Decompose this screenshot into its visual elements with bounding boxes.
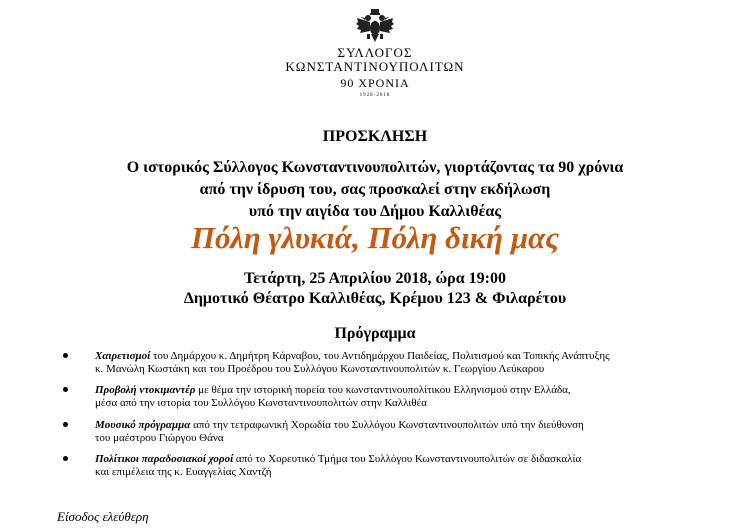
program-item-text: του Δημάρχου κ. Δημήτρη Κάρναβου, του Αντιδημάρχου Παιδείας, Πολιτισμού και Τοπικής Ανάπτυξης (150, 350, 610, 362)
program-item-text: κ. Μανώλη Κωστάκη και του Προέδρου του Συλλόγου Κωνσταντινουπολιτών κ. Γεωργίου Λεύκαρου (95, 363, 545, 375)
intro-line-2: από την ίδρυση του, σας προσκαλεί στην εκδήλωση (199, 181, 551, 198)
program-item (63, 384, 743, 410)
program-item (63, 350, 743, 376)
association-logo (270, 8, 480, 104)
invitation-title: ΠΡΟΣΚΛΗΣΗ (322, 128, 428, 145)
bullet-icon (63, 387, 68, 392)
logo-line-name: ΚΩΝΣΤΑΝΤΙΝΟΥΠΟΛΙΤΩΝ (285, 59, 465, 74)
program-item-title: Μουσικό πρόγραμμα (95, 419, 191, 431)
logo-line-anniversary: 90 ΧΡΟΝΙΑ (340, 76, 410, 90)
program-item-text: του μαέστρου Γιώργου Θάνα (95, 432, 224, 444)
double-headed-eagle-icon (355, 8, 395, 44)
program-item-text: με θέμα την ιστορική πορεία του κωνσταντινουπολίτικου Ελληνισμού στην Ελλάδα, (195, 384, 571, 396)
program-heading: Πρόγραμμα (334, 325, 416, 342)
program-item-text: μέσα από την ιστορία του Συλλόγου Κωνσταντινουπολιτών στην Καλλιθέα (95, 397, 427, 409)
bullet-icon (63, 353, 68, 358)
program-item (63, 419, 743, 445)
event-title: Πόλη γλυκιά, Πόλη δική μας (190, 220, 560, 255)
logo-line-years: 1928-2018 (359, 93, 391, 98)
bullet-icon (63, 456, 68, 461)
bullet-icon (63, 422, 68, 427)
logo-line-association: ΣΥΛΛΟΓΟΣ (337, 45, 413, 60)
event-datetime: Τετάρτη, 25 Απριλίου 2018, ώρα 19:00 (244, 270, 506, 287)
program-item (63, 453, 743, 479)
program-item-title: Προβολή ντοκιμαντέρ (95, 384, 196, 396)
program-item-text: και επιμέλεια της κ. Ευαγγελίας Χαντζή (95, 466, 272, 478)
event-details (0, 269, 750, 309)
program-item-text: από την τετραφωνική Χορωδία του Συλλόγου Κωνσταντινουπολιτών υπό την διεύθυνση (190, 419, 584, 431)
program-item-text: από το Χορευτικό Τμήμα του Συλλόγου Κωνσταντινουπολιτών σε διδασκαλία (233, 453, 582, 465)
intro-line-1: Ο ιστορικός Σύλλογος Κωνσταντινουπολιτών, γιορτάζοντας τα 90 χρόνια (126, 159, 624, 176)
program-item-title: Χαιρετισμοί (95, 350, 151, 362)
event-venue: Δημοτικό Θέατρο Καλλιθέας, Κρέμου 123 & Φιλαρέτου (183, 290, 567, 307)
intro-line-3: υπό την αιγίδα του Δήμου Καλλιθέας (248, 203, 502, 220)
free-entry-note: Είσοδος ελεύθερη (57, 509, 149, 524)
program-list (63, 350, 743, 487)
program-item-title: Πολίτικοι παραδοσιακοί χοροί (95, 453, 234, 465)
invitation-intro (0, 157, 750, 223)
